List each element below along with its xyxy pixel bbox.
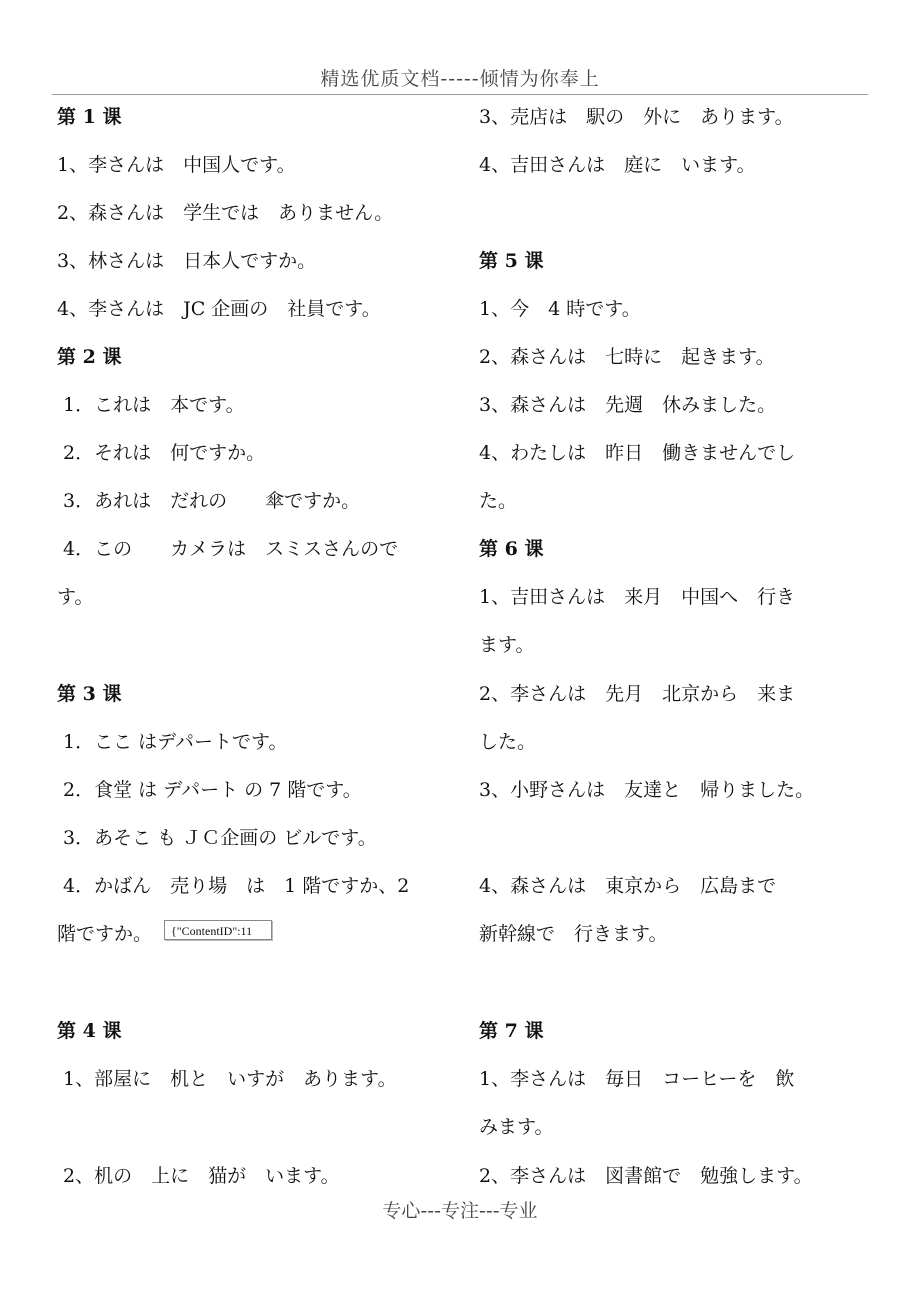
lesson-6-sentence-1-cont: ます。 (479, 634, 535, 656)
lesson-5-sentence-2: 2、森さんは 七時に 起きます。 (479, 346, 775, 368)
lesson-1-title: 第 1 课 (57, 106, 122, 128)
lesson-6-title: 第 6 课 (479, 538, 544, 560)
lesson-1-sentence-1: 1、李さんは 中国人です。 (57, 154, 296, 176)
lesson-3-sentence-1: 1．ここ はデパートです。 (57, 731, 288, 753)
page-footer: 专心---专注---专业 (382, 1200, 538, 1222)
lesson-3-sentence-4-cont: 階ですか。 (57, 923, 153, 945)
lesson-5-sentence-4-cont: た。 (479, 490, 518, 512)
page-header: 精选优质文档-----倾情为你奉上 (320, 68, 600, 90)
lesson-4-sentence-4: 4、吉田さんは 庭に います。 (479, 154, 756, 176)
lesson-1-sentence-2: 2、森さんは 学生では ありません。 (57, 202, 394, 224)
lesson-7-title: 第 7 课 (479, 1020, 544, 1042)
lesson-1-sentence-3: 3、林さんは 日本人ですか。 (57, 250, 317, 272)
lesson-4-sentence-2: 2、机の 上に 猫が います。 (57, 1165, 340, 1187)
lesson-2-sentence-2: 2．それは 何ですか。 (57, 442, 266, 464)
lesson-6-sentence-4: 4、森さんは 東京から 広島まで (479, 875, 777, 897)
lesson-2-title: 第 2 课 (57, 346, 122, 368)
lesson-5-sentence-3: 3、森さんは 先週 休みました。 (479, 394, 777, 416)
lesson-5-sentence-4: 4、わたしは 昨日 働きませんでし (479, 442, 796, 464)
lesson-6-sentence-4-cont: 新幹線で 行きます。 (479, 923, 668, 945)
lesson-5-title: 第 5 课 (479, 250, 544, 272)
lesson-1-sentence-4: 4、李さんは JC 企画の 社員です。 (57, 298, 381, 320)
lesson-7-sentence-1-cont: みます。 (479, 1116, 554, 1138)
lesson-6-sentence-3: 3、小野さんは 友達と 帰りました。 (479, 779, 815, 801)
lesson-5-sentence-1: 1、今 4 時です。 (479, 298, 641, 320)
lesson-6-sentence-2: 2、李さんは 先月 北京から 来ま (479, 683, 796, 705)
lesson-2-sentence-1: 1．これは 本です。 (57, 394, 245, 416)
lesson-4-title: 第 4 课 (57, 1020, 122, 1042)
lesson-7-sentence-2: 2、李さんは 図書館で 勉強します。 (479, 1165, 813, 1187)
lesson-7-sentence-1: 1、李さんは 毎日 コーヒーを 飲 (479, 1068, 795, 1090)
lesson-4-sentence-1: 1、部屋に 机と いすが あります。 (57, 1068, 397, 1090)
lesson-2-sentence-3: 3．あれは だれの 傘ですか。 (57, 490, 361, 512)
lesson-3-title: 第 3 课 (57, 683, 122, 705)
lesson-6-sentence-1: 1、吉田さんは 来月 中国へ 行き (479, 586, 796, 608)
lesson-6-sentence-2-cont: した。 (479, 731, 537, 753)
lesson-2-sentence-4: 4．この カメラは スミスさんので (57, 538, 399, 560)
lesson-2-sentence-4-cont: す。 (57, 586, 94, 608)
content-id-box: {"ContentID":11 (164, 920, 272, 940)
lesson-3-sentence-4: 4．かばん 売り場 は 1 階ですか、2 (57, 875, 410, 897)
lesson-3-sentence-2: 2．食堂 は デパート の 7 階です。 (57, 779, 362, 801)
lesson-3-sentence-3: 3．あそこ も ＪＣ企画の ビルです。 (57, 827, 377, 849)
lesson-4-sentence-3: 3、売店は 駅の 外に あります。 (479, 106, 794, 128)
header-divider (52, 94, 868, 95)
